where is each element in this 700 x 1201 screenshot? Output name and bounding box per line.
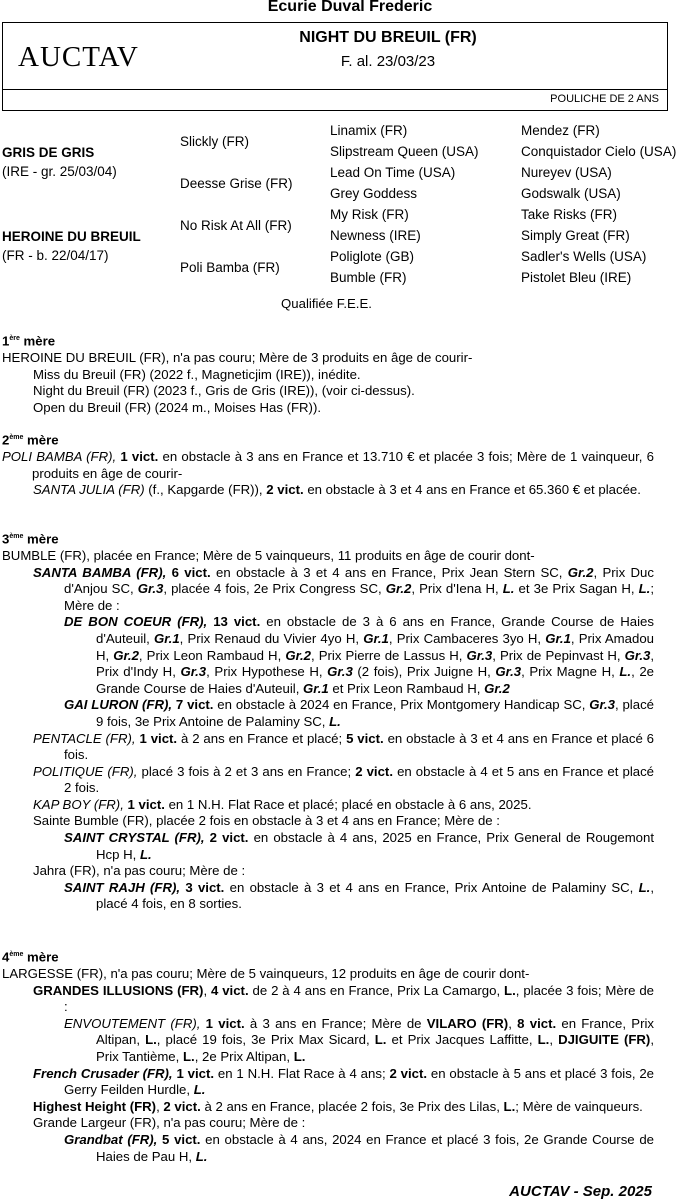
foal-entry: Highest Height (FR), 2 vict. à 2 ans en France, placée 2 fois, 3e Prix des Lilas, L.; Mère de vainqueurs. <box>33 1098 643 1114</box>
third-dam-section <box>2 529 654 913</box>
gen4-item: Take Risks (FR) <box>521 207 618 222</box>
section-heading: 3ème mère <box>2 531 59 547</box>
gen2-item: Slickly (FR) <box>180 134 249 149</box>
foal-entry: Miss du Breuil (FR) (2022 f., Magneticjim (IRE)), inédite. <box>33 366 361 382</box>
auctav-logo: AUCTAV <box>18 41 139 73</box>
foal-entry: GAI LURON (FR), 7 vict. en obstacle à 2024 en France, Prix Montgomery Handicap SC, Gr.3, placé 9 fois, 3e Prix Antoine de Palaminy SC, L. <box>64 697 655 729</box>
gen3-item: Slipstream Queen (USA) <box>330 144 479 159</box>
footer-signature: AUCTAV - Sep. 2025 <box>509 1183 652 1200</box>
gen3-item: Bumble (FR) <box>330 270 407 285</box>
dam-name: HEROINE DU BREUIL <box>2 229 141 244</box>
foal-entry: French Crusader (FR), 1 vict. en 1 N.H. Flat Race à 4 ans; 2 vict. en obstacle à 5 ans et placé 3 fois, 2e Gerry Feilden Hurdle, L. <box>33 1065 654 1098</box>
foal-entry: PENTACLE (FR), 1 vict. à 2 ans en France et placé; 5 vict. en obstacle à 3 et 4 ans en France et placé 6 fois. <box>33 730 655 763</box>
foal-entry: ENVOUTEMENT (FR), 1 vict. à 3 ans en France; Mère de VILARO (FR), 8 vict. en France, Prix Altipan, L., placé 19 fois, 3e Prix Max Sicard, L. et Prix Jacques Laffitte, L., DJIGUITE (FR), Prix Tantième, L., 2e Prix Altipan, L. <box>64 1015 654 1064</box>
horse-info: F. al. 23/03/23 <box>340 53 436 70</box>
foal-entry: Night du Breuil (FR) (2023 f., Gris de Gris (IRE)), (voir ci-dessus). <box>33 383 415 399</box>
dam-entry: BUMBLE (FR), placée en France; Mère de 5 vainqueurs, 11 produits en âge de courir dont- <box>2 547 535 563</box>
gen4-item: Nureyev (USA) <box>521 165 612 180</box>
dam-info: (FR - b. 22/04/17) <box>2 248 109 263</box>
foal-entry: SAINT CRYSTAL (FR), 2 vict. en obstacle à 4 ans, 2025 en France, Prix General de Rougemont Hcp H, L. <box>64 830 655 862</box>
header-divider <box>3 89 667 90</box>
foal-entry: SANTA BAMBA (FR), 6 vict. en obstacle à 3 et 4 ans en France, Prix Jean Stern SC, Gr.2, Prix Duc d'Anjou SC, Gr.3, placée 4 fois, 2e Prix Congress SC, Gr.2, Prix d'Iena H, L. et 3e Prix Sagan H, L.; Mère de : <box>33 564 654 613</box>
gen3-item: Poliglote (GB) <box>330 249 415 264</box>
section-heading: 4ème mère <box>2 949 59 965</box>
foal-entry: Grandbat (FR), 5 vict. en obstacle à 4 ans, 2024 en France et placé 3 fois, 2e Grande Course de Haies de Pau H, L. <box>64 1131 654 1164</box>
gen2-item: Poli Bamba (FR) <box>180 260 280 275</box>
gen3-item: Grey Goddess <box>330 186 418 201</box>
sex-age-label: POULICHE DE 2 ANS <box>550 93 659 105</box>
second-dam-section <box>2 430 654 499</box>
owner-name: Ecurie Duval Frederic <box>267 0 433 15</box>
gen4-item: Simply Great (FR) <box>521 228 630 243</box>
foal-entry: SAINT RAJH (FR), 3 vict. en obstacle à 3 et 4 ans en France, Prix Antoine de Palaminy SC, L., placé 4 fois, en 8 sorties. <box>64 879 655 912</box>
dam-entry: POLI BAMBA (FR), 1 vict. en obstacle à 3 ans en France et 13.710 € et placée 3 fois; Mère de 1 vainqueur, 6 produits en âge de courir- <box>2 448 654 481</box>
gen4-item: Mendez (FR) <box>521 123 600 138</box>
gen3-item: Newness (IRE) <box>330 228 421 243</box>
qualification: Qualifiée F.E.E. <box>281 296 372 311</box>
foal-entry: Grande Largeur (FR), n'a pas couru; Mère de : <box>33 1115 306 1131</box>
gen3-item: My Risk (FR) <box>330 207 409 222</box>
horse-name: NIGHT DU BREUIL (FR) <box>299 29 477 46</box>
sire-info: (IRE - gr. 25/03/04) <box>2 164 117 179</box>
first-dam-section <box>2 331 654 416</box>
gen3-item: Linamix (FR) <box>330 123 408 138</box>
dam-entry: LARGESSE (FR), n'a pas couru; Mère de 5 vainqueurs, 12 produits en âge de courir dont- <box>2 965 530 981</box>
gen2-item: No Risk At All (FR) <box>180 218 292 233</box>
gen4-item: Sadler's Wells (USA) <box>521 249 647 264</box>
foal-entry: KAP BOY (FR), 1 vict. en 1 N.H. Flat Race et placé; placé en obstacle à 6 ans, 2025. <box>33 796 532 812</box>
foal-entry: Open du Breuil (FR) (2024 m., Moises Has (FR)). <box>33 399 322 415</box>
foal-entry: POLITIQUE (FR), placé 3 fois à 2 et 3 ans en France; 2 vict. en obstacle à 4 et 5 ans en France et placé 2 fois. <box>33 763 655 796</box>
gen2-item: Deesse Grise (FR) <box>180 176 293 191</box>
foal-entry: Jahra (FR), n'a pas couru; Mère de : <box>33 863 246 879</box>
foal-entry: GRANDES ILLUSIONS (FR), 4 vict. de 2 à 4 ans en France, Prix La Camargo, L., placée 3 fois; Mère de : <box>33 982 655 1015</box>
fourth-dam-section <box>2 947 654 1165</box>
gen4-item: Pistolet Bleu (IRE) <box>521 270 632 285</box>
foal-entry: DE BON COEUR (FR), 13 vict. en obstacle de 3 à 6 ans en France, Grande Course de Haies d'Auteuil, Gr.1, Prix Renaud du Vivier 4yo H, Gr.1, Prix Cambaceres 3yo H, Gr.1, Prix Amadou H, Gr.2, Prix Leon Rambaud H, Gr.2, Prix Pierre de Lassus H, Gr.3, Prix de Pepinvast H, Gr.3, Prix d'Indy H, Gr.3, Prix Hypothese H, Gr.3 (2 fois), Prix Juigne H, Gr.3, Prix Magne H, L., 2e Grande Course de Haies d'Auteuil, Gr.1 et Prix Leon Rambaud H, Gr.2 <box>64 614 655 696</box>
gen4-item: Conquistador Cielo (USA) <box>521 144 677 159</box>
foal-entry: SANTA JULIA (FR) (f., Kapgarde (FR)), 2 vict. en obstacle à 3 et 4 ans en France et 65.360 € et placée. <box>33 482 641 498</box>
sire-name: GRIS DE GRIS <box>2 145 95 160</box>
dam-entry: HEROINE DU BREUIL (FR), n'a pas couru; Mère de 3 produits en âge de courir- <box>2 349 473 365</box>
header-box <box>2 22 668 111</box>
section-heading: 1ère mère <box>2 333 56 349</box>
section-heading: 2ème mère <box>2 432 59 448</box>
foal-entry: Sainte Bumble (FR), placée 2 fois en obstacle à 3 et 4 ans en France; Mère de : <box>33 813 500 829</box>
gen3-item: Lead On Time (USA) <box>330 165 456 180</box>
gen4-item: Godswalk (USA) <box>521 186 621 201</box>
